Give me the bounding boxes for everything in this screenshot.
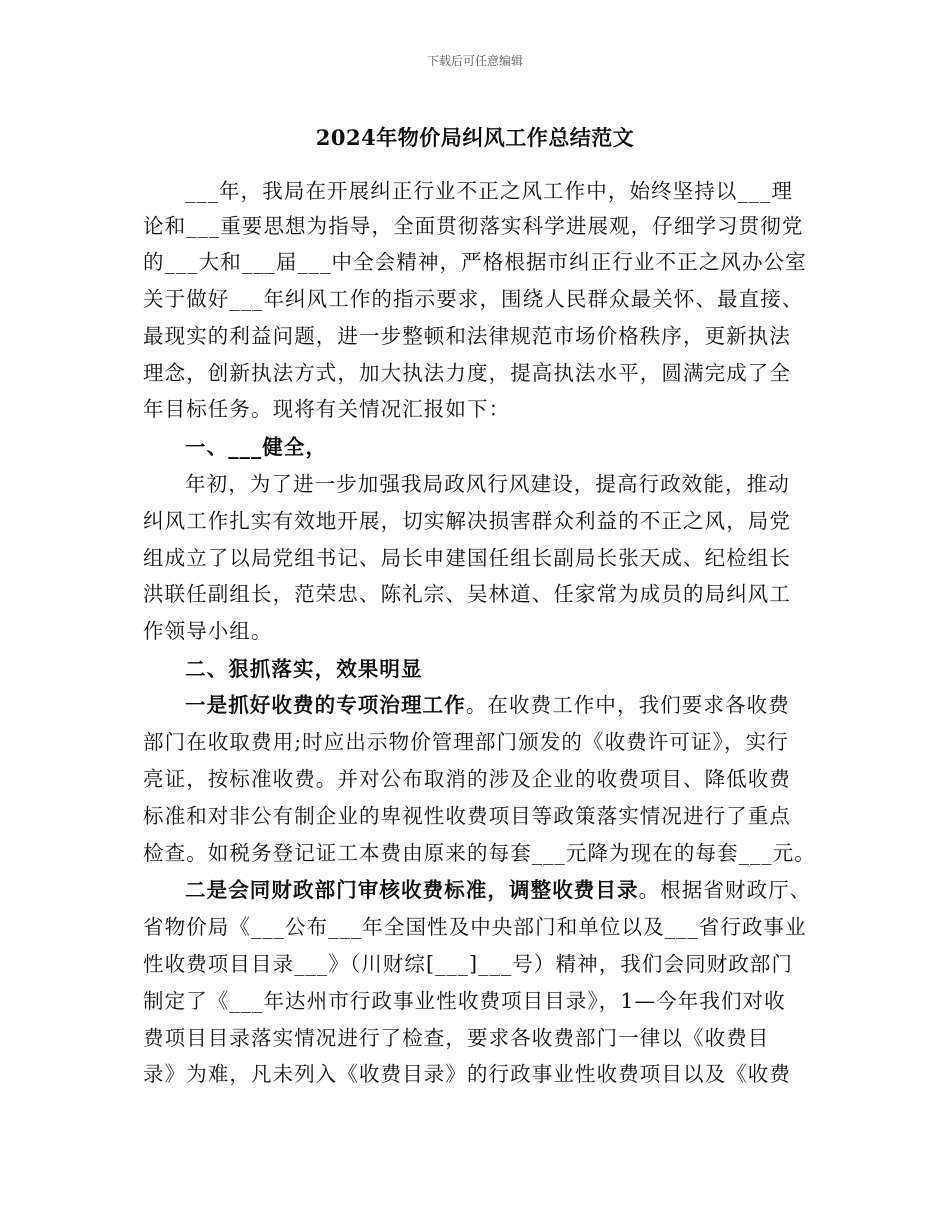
subheading-bold: 一是抓好收费的专项治理工作 <box>185 693 466 717</box>
paragraph-line: 亮证，按标准收费。并对公布取消的涉及企业的收费项目、降低收费 <box>143 767 791 791</box>
subheading-bold: 二是会同财政部门审核收费标准，调整收费目录 <box>185 878 639 902</box>
paragraph-line: 洪联任副组长，范荣忠、陈礼宗、吴林道、任家常为成员的局纠风工 <box>143 582 791 606</box>
paragraph-line: 作领导小组。 <box>143 619 273 643</box>
paragraph-line: 理念，创新执法方式，加大执法力度，提高执法水平，圆满完成了全 <box>143 361 791 385</box>
paragraph-line: 纠风工作扎实有效地开展，切实解决损害群众利益的不正之风，局党 <box>143 509 791 533</box>
paragraph-line: 录》为难，凡未列入《收费目录》的行政事业性收费项目以及《收费 <box>143 1062 791 1086</box>
paragraph-line: 年目标任务。现将有关情况汇报如下： <box>143 397 511 421</box>
paragraph-line: 省物价局《___公布___年全国性及中央部门和单位以及___省行政事业 <box>143 915 807 939</box>
page-header-note: 下载后可任意编辑 <box>426 54 523 68</box>
paragraph-line: 性收费项目目录___》（川财综[___]___号）精神，我们会同财政部门 <box>143 952 794 976</box>
paragraph-line <box>185 695 809 716</box>
paragraph-line: 费项目目录落实情况进行了检查，要求各收费部门一律以《收费目 <box>143 1026 770 1050</box>
paragraph-line: ___年，我局在开展纠正行业不正之风工作中，始终坚持以___理 <box>185 179 794 203</box>
paragraph-text: 。在收费工作中，我们要求各收费 <box>465 693 790 717</box>
paragraph-line: 组成立了以局党组书记、局长申建国任组长副局长张天成、纪检组长 <box>143 546 791 570</box>
paragraph-line: 论和___重要思想为指导，全面贯彻落实科学进展观，仔细学习贯彻党 <box>143 214 804 238</box>
paragraph-line <box>185 878 812 902</box>
document-title: 2024年物价局纠风工作总结范文 <box>315 125 635 150</box>
paragraph-line: 最现实的利益问题，进一步整顿和法律规范市场价格秩序，更新执法 <box>143 324 791 348</box>
section-heading-1: 一、___健全， <box>185 435 328 459</box>
paragraph-line: 标准和对非公有制企业的卑视性收费项目等政策落实情况进行了重点 <box>143 804 791 828</box>
paragraph-line: 制定了《___年达州市行政事业性收费项目目录》，1—今年我们对收 <box>143 989 786 1013</box>
paragraph-line: 的___大和___届___中全会精神，严格根据市纠正行业不正之风办公室 <box>143 250 807 274</box>
paragraph-text: 。根据省财政厅、 <box>638 878 812 902</box>
section-heading-2: 二、狠抓落实，效果明显 <box>185 657 423 681</box>
paragraph-line: 年初，为了进一步加强我局政风行风建设，提高行政效能，推动 <box>185 472 790 496</box>
paragraph-line: 部门在收取费用;时应出示物价管理部门颁发的《收费许可证》，实行 <box>143 730 789 754</box>
paragraph-line: 关于做好___年纠风工作的指示要求，围绕人民群众最关怀、最直接、 <box>143 287 804 311</box>
paragraph-line: 检查。如税务登记证工本费由原来的每套___元降为现在的每套___元。 <box>143 841 816 865</box>
